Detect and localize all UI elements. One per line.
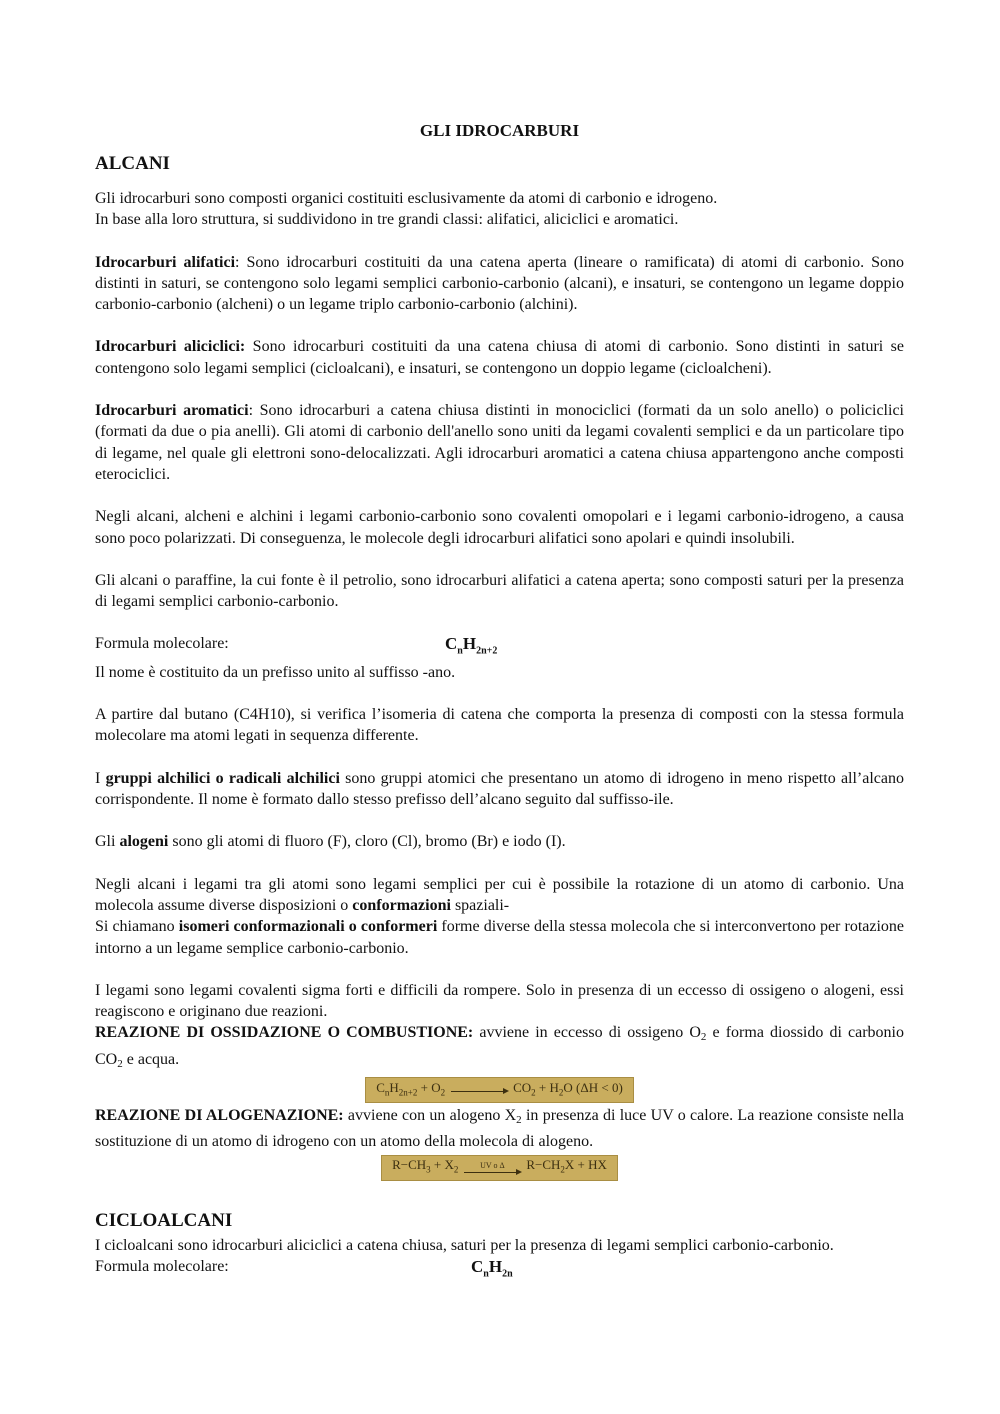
term-alifatici: Idrocarburi alifatici bbox=[95, 253, 236, 271]
paragraph-alogenazione: REAZIONE DI ALOGENAZIONE: avviene con un alogeno $X_2$ in presenza di luce UV o calore. La reazione consiste nella sostituzione di un atomo di idrogeno con un atomo della molecola di alogeno. bbox=[95, 1107, 905, 1151]
document-title: GLI IDROCARBURI bbox=[419, 121, 580, 140]
paragraph-aromatici: Idrocarburi aromatici: Sono idrocarburi a catena chiusa distinti in monociclici (formati da un solo anello) o policiclici (formati da due o pia anelli). Gli atomi di carbonio dell'anello sono uniti da legami covalenti semplici e da un particolare tipo di legame, nel quale gli elettroni sono-delocalizzati. Agli idrocarburi aromatici a catena chiusa appartengono anche composti eterociclici. bbox=[95, 402, 904, 483]
paragraph-alogeni: Gli alogeni sono gli atomi di fluoro (F), cloro (Cl), bromo (Br) e iodo (I). bbox=[95, 833, 566, 851]
paragraph-ossidazione: REAZIONE DI OSSIDAZIONE O COMBUSTIONE: avviene in eccesso di ossigeno $O_2$ e forma diossido di carbonio $CO_2$ e acqua. bbox=[95, 1024, 904, 1070]
section-heading-cicloalcani: CICLOALCANI bbox=[95, 1209, 233, 1231]
document-content bbox=[95, 120, 904, 1284]
reaction-arrow-icon bbox=[451, 1089, 507, 1092]
reaction-arrow-icon: UV o Δ bbox=[464, 1162, 520, 1173]
formula-alcani-row bbox=[95, 633, 904, 661]
paragraph-isomeria: A partire dal butano (C4H10), si verifica l’isomeria di catena che comporta la presenza di composti con la stessa formula molecolare ma atomi legati in sequenza differente. bbox=[95, 706, 904, 745]
equation-alogenazione: $R-CH_3 + X_2$ UV o Δ $R-CH_2X$ + HX bbox=[381, 1155, 618, 1181]
paragraph-paraffine: Gli alcani o paraffine, la cui fonte è il petrolio, sono idrocarburi alifatici a catena aperta; sono composti saturi per la presenza di legami semplici carbonio-carbonio. bbox=[95, 571, 904, 611]
paragraph-intro-2: In base alla loro struttura, si suddividono in tre grandi classi: alifatici, aliciclici e aromatici. bbox=[95, 211, 679, 229]
paragraph-nome: Il nome è costituito da un prefisso unito al suffisso -ano. bbox=[95, 663, 456, 681]
term-ossidazione: REAZIONE DI OSSIDAZIONE O COMBUSTIONE: bbox=[95, 1024, 474, 1042]
paragraph-alifatici: Idrocarburi alifatici: Sono idrocarburi costituiti da una catena aperta (lineare o ramificata) di atomi di carbonio. Sono distinti in saturi, se contengono solo legami semplici carbonio-carbonio (alcani), e insaturi, se contengono un legame doppio carbonio-carbonio (alcheni) o un legame triplo carbonio-carbonio (alchini). bbox=[95, 253, 905, 314]
equation-combustione-wrap bbox=[95, 1077, 904, 1103]
term-aromatici: Idrocarburi aromatici bbox=[95, 402, 249, 420]
formula-alcani: $C_nH_{2n+2}$ bbox=[445, 634, 498, 657]
paragraph-gruppi-alchilici: I gruppi alchilici o radicali alchilici sono gruppi atomici che presentano un atomo di idrogeno in meno rispetto all’alcano corrispondente. Il nome è formato dallo stesso prefisso dell’alcano seguito dal suffisso-ile. bbox=[95, 769, 905, 809]
term-conformazioni: conformazioni bbox=[352, 896, 451, 914]
formula-cicloalcani-row bbox=[95, 1256, 904, 1284]
formula-cicloalcani: $C_nH_{2n}$ bbox=[471, 1256, 513, 1280]
paragraph-intro-1: Gli idrocarburi sono composti organici costituiti esclusivamente da atomi di carbonio e idrogeno. bbox=[95, 190, 718, 207]
formula-label: Formula molecolare: bbox=[95, 1257, 229, 1275]
term-aliciclici: Idrocarburi aliciclici: bbox=[95, 338, 246, 356]
paragraph-conformazioni: Negli alcani i legami tra gli atomi sono legami semplici per cui è possibile la rotazione di un atomo di carbonio. Una molecola assume diverse disposizioni o conformazioni spaziali- bbox=[95, 875, 904, 914]
equation-combustione: $C_nH_{2n+2} + O_2$ $CO_2 + H_2O$ (ΔH < 0) bbox=[365, 1077, 634, 1103]
paragraph-polarita: Negli alcani, alcheni e alchini i legami carbonio-carbonio sono covalenti omopolari e i legami carbonio-idrogeno, a causa sono poco polarizzati. Di conseguenza, le molecole degli idrocarburi alifatici sono apolari e quindi insolubili. bbox=[95, 508, 904, 547]
paragraph-aliciclici: Idrocarburi aliciclici: Sono idrocarburi costituiti da una catena chiusa di atomi di carbonio. Sono distinti in saturi se contengono solo legami semplici (cicloalcani), e insaturi, se contengono un doppio legame (cicloalcheni). bbox=[95, 338, 904, 377]
equation-alogenazione-wrap bbox=[95, 1155, 904, 1181]
section-heading-alcani: ALCANI bbox=[95, 153, 170, 174]
formula-label: Formula molecolare: bbox=[95, 635, 229, 653]
term-alogenazione: REAZIONE DI ALOGENAZIONE: bbox=[95, 1107, 344, 1124]
term-alogeni: alogeni bbox=[119, 833, 169, 851]
paragraph-legami: I legami sono legami covalenti sigma forti e difficili da rompere. Solo in presenza di un eccesso di ossigeno o alogeni, essi reagiscono e originano due reazioni. bbox=[95, 981, 904, 1021]
paragraph-isomeri-conformazionali: Si chiamano isomeri conformazionali o conformeri forme diverse della stessa molecola che si interconvertono per rotazione intorno a un legame semplice carbonio-carbonio. bbox=[95, 918, 905, 957]
term-isomeri-conformazionali: isomeri conformazionali o conformeri bbox=[178, 918, 438, 936]
paragraph-cicloalcani: I cicloalcani sono idrocarburi aliciclici a catena chiusa, saturi per la presenza di legami semplici carbonio-carbonio. bbox=[95, 1236, 834, 1254]
term-gruppi-alchilici: gruppi alchilici o radicali alchilici bbox=[105, 769, 340, 787]
